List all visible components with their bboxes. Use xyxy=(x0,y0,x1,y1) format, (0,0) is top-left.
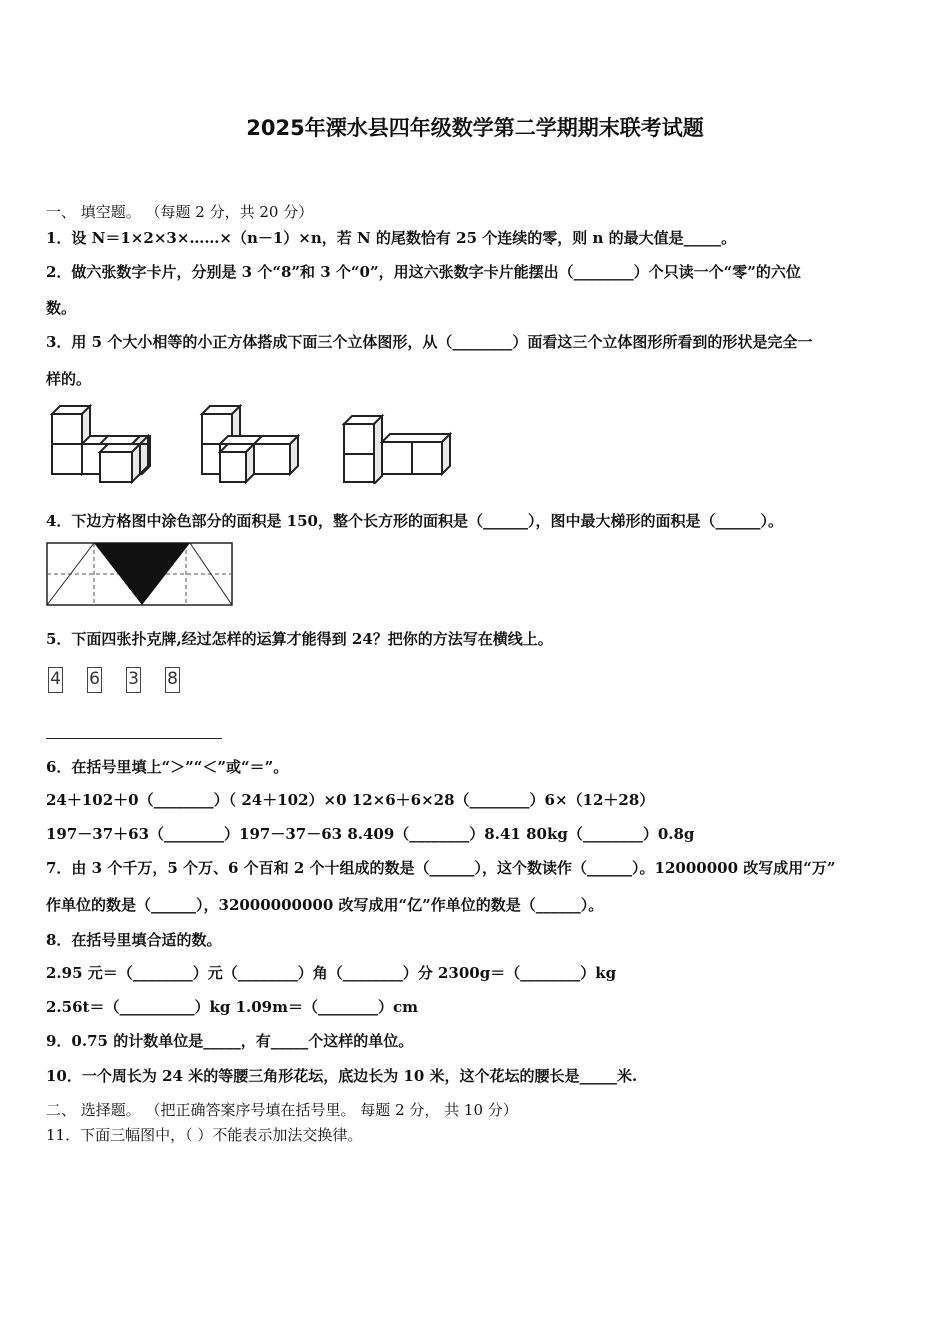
question-10: 10．一个周长为 24 米的等腰三角形花坛，底边长为 10 米，这个花坛的腰长是_____米. xyxy=(46,1067,638,1085)
question-8-row-1: 2.95 元＝（________）元（________）角（________）分 2300g＝（________）kg xyxy=(46,964,617,982)
question-6-row-1: 24＋102＋0（________）（ 24＋102）×0 12×6＋6×28（________）6×（12＋28） xyxy=(46,791,655,809)
cube-figure-2 xyxy=(202,406,298,482)
question-2-line-1: 2．做六张数字卡片，分别是 3 个“8”和 3 个“0”，用这六张数字卡片能摆出（________）个只读一个“零”的六位 xyxy=(46,263,801,281)
question-6-row-2: 197－37＋63（________）197－37－63 8.409（________）8.41 80kg（________）0.8g xyxy=(46,825,695,843)
cube-figure-3 xyxy=(344,416,450,484)
cube-figure-1 xyxy=(52,406,150,484)
question-7-line-1: 7．由 3 个千万，5 个万、6 个百和 2 个十组成的数是（______），这个数读作（______）。12000000 改写成用“万” xyxy=(46,859,836,877)
question-3-line-1: 3．用 5 个大小相等的小正方体搭成下面三个立体图形，从（________）面看这三个立体图形所看到的形状是完全一 xyxy=(46,333,813,351)
answer-blank-line xyxy=(46,738,222,739)
section-1-header: 一、 填空题。 （每题 2 分，共 20 分） xyxy=(46,203,314,221)
cube-figures xyxy=(46,402,458,484)
question-11: 11．下面三幅图中，（ ）不能表示加法交换律。 xyxy=(46,1126,363,1144)
page-title: 2025年溧水县四年级数学第二学期期末联考试题 xyxy=(246,116,704,140)
poker-card: 6 xyxy=(87,667,102,693)
question-2-line-2: 数。 xyxy=(46,299,77,317)
question-9: 9．0.75 的计数单位是_____，有_____个这样的单位。 xyxy=(46,1032,414,1050)
question-3-line-2: 样的。 xyxy=(46,370,92,388)
question-6: 6．在括号里填上“＞”“＜”或“＝”。 xyxy=(46,758,289,776)
poker-card: 8 xyxy=(165,667,180,693)
question-7-line-2: 作单位的数是（______），32000000000 改写成用“亿”作单位的数是（______）。 xyxy=(46,896,604,914)
question-8: 8．在括号里填合适的数。 xyxy=(46,931,222,949)
section-2-header: 二、 选择题。 （把正确答案序号填在括号里。 每题 2 分， 共 10 分） xyxy=(46,1101,518,1119)
question-1: 1．设 N＝1×2×3×……×（n－1）×n，若 N 的尾数恰有 25 个连续的零，则 n 的最大值是_____。 xyxy=(46,229,737,247)
poker-card: 3 xyxy=(126,667,141,693)
question-8-row-2: 2.56t＝（__________）kg 1.09m＝（________）cm xyxy=(46,998,418,1016)
grid-figure xyxy=(46,542,234,608)
question-4: 4．下边方格图中涂色部分的面积是 150，整个长方形的面积是（______），图中最大梯形的面积是（______）。 xyxy=(46,512,783,530)
poker-card: 4 xyxy=(48,667,63,693)
question-5: 5．下面四张扑克牌,经过怎样的运算才能得到 24？把你的方法写在横线上。 xyxy=(46,630,553,648)
